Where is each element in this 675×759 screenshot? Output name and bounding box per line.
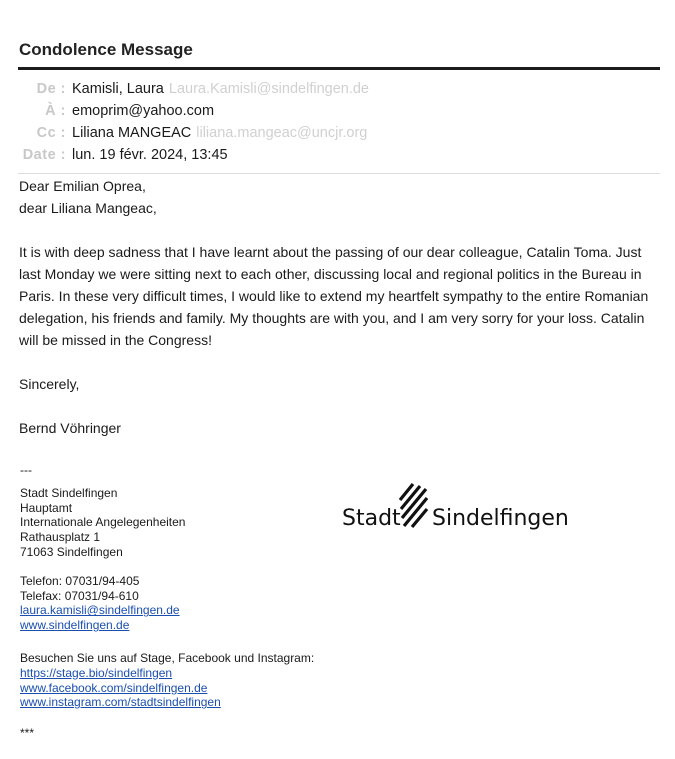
fax-line: Telefax: 07031/94-610 <box>20 588 139 603</box>
phone-line: Telefon: 07031/94-405 <box>20 573 140 588</box>
logo-word-sindelfingen: Sindelfingen <box>432 506 569 531</box>
subject-divider <box>18 67 660 70</box>
address-line: Internationale Angelegenheiten <box>20 515 186 530</box>
signature-separator: --- <box>20 463 32 477</box>
cc-name[interactable]: Liliana MANGEAC <box>72 125 192 141</box>
stadt-sindelfingen-logo <box>340 482 580 532</box>
stage-link[interactable]: https://stage.bio/sindelfingen <box>20 665 173 680</box>
logo-word-stadt: Stadt <box>342 506 401 531</box>
sender-name: Bernd Vöhringer <box>19 420 121 436</box>
address-line: 71063 Sindelfingen <box>20 544 123 559</box>
from-label: De : <box>36 81 66 97</box>
from-name[interactable]: Kamisli, Laura <box>72 81 164 97</box>
logo-stripes-icon <box>396 482 432 530</box>
greeting-line-2: dear Liliana Mangeac, <box>19 200 157 216</box>
email-subject: Condolence Message <box>19 40 193 59</box>
cc-email[interactable]: liliana.mangeac@uncjr.org <box>196 125 368 141</box>
greeting-line-1: Dear Emilian Oprea, <box>19 178 146 194</box>
closing: Sincerely, <box>19 376 80 392</box>
facebook-link[interactable]: www.facebook.com/sindelfingen.de <box>20 680 208 695</box>
date-label: Date : <box>22 147 66 163</box>
to-label: À : <box>45 103 66 119</box>
signature-block <box>20 463 314 741</box>
from-email[interactable]: Laura.Kamisli@sindelfingen.de <box>168 81 369 97</box>
instagram-link[interactable]: www.instagram.com/stadtsindelfingen <box>20 695 221 710</box>
to-address[interactable]: emoprim@yahoo.com <box>72 103 215 119</box>
signature-end-marker: *** <box>20 726 35 741</box>
address-line: Hauptamt <box>20 500 73 515</box>
date-value: lun. 19 févr. 2024, 13:45 <box>72 147 228 163</box>
address-line: Rathausplatz 1 <box>20 530 101 545</box>
cc-label: Cc : <box>36 125 66 141</box>
website-link[interactable]: www.sindelfingen.de <box>20 618 130 633</box>
message-paragraph: It is with deep sadness that I have learnt about the passing of our dear colleague, Catalin Toma. Just last Monday we were sitting next to each other, discussing local and regional politics in the Bureau in Paris. In these very difficult times, I would like to extend my heartfelt sympathy to the entire Romanian delegation, his friends and family. My thoughts are with you, and I am very sorry for your loss. Catalin will be missed in the Congress! <box>19 244 649 348</box>
email-link[interactable]: laura.kamisli@sindelfingen.de <box>20 603 180 618</box>
social-intro: Besuchen Sie uns auf Stage, Facebook und Instagram: <box>20 650 315 665</box>
header-divider <box>18 173 660 174</box>
address-line: Stadt Sindelfingen <box>20 485 118 500</box>
